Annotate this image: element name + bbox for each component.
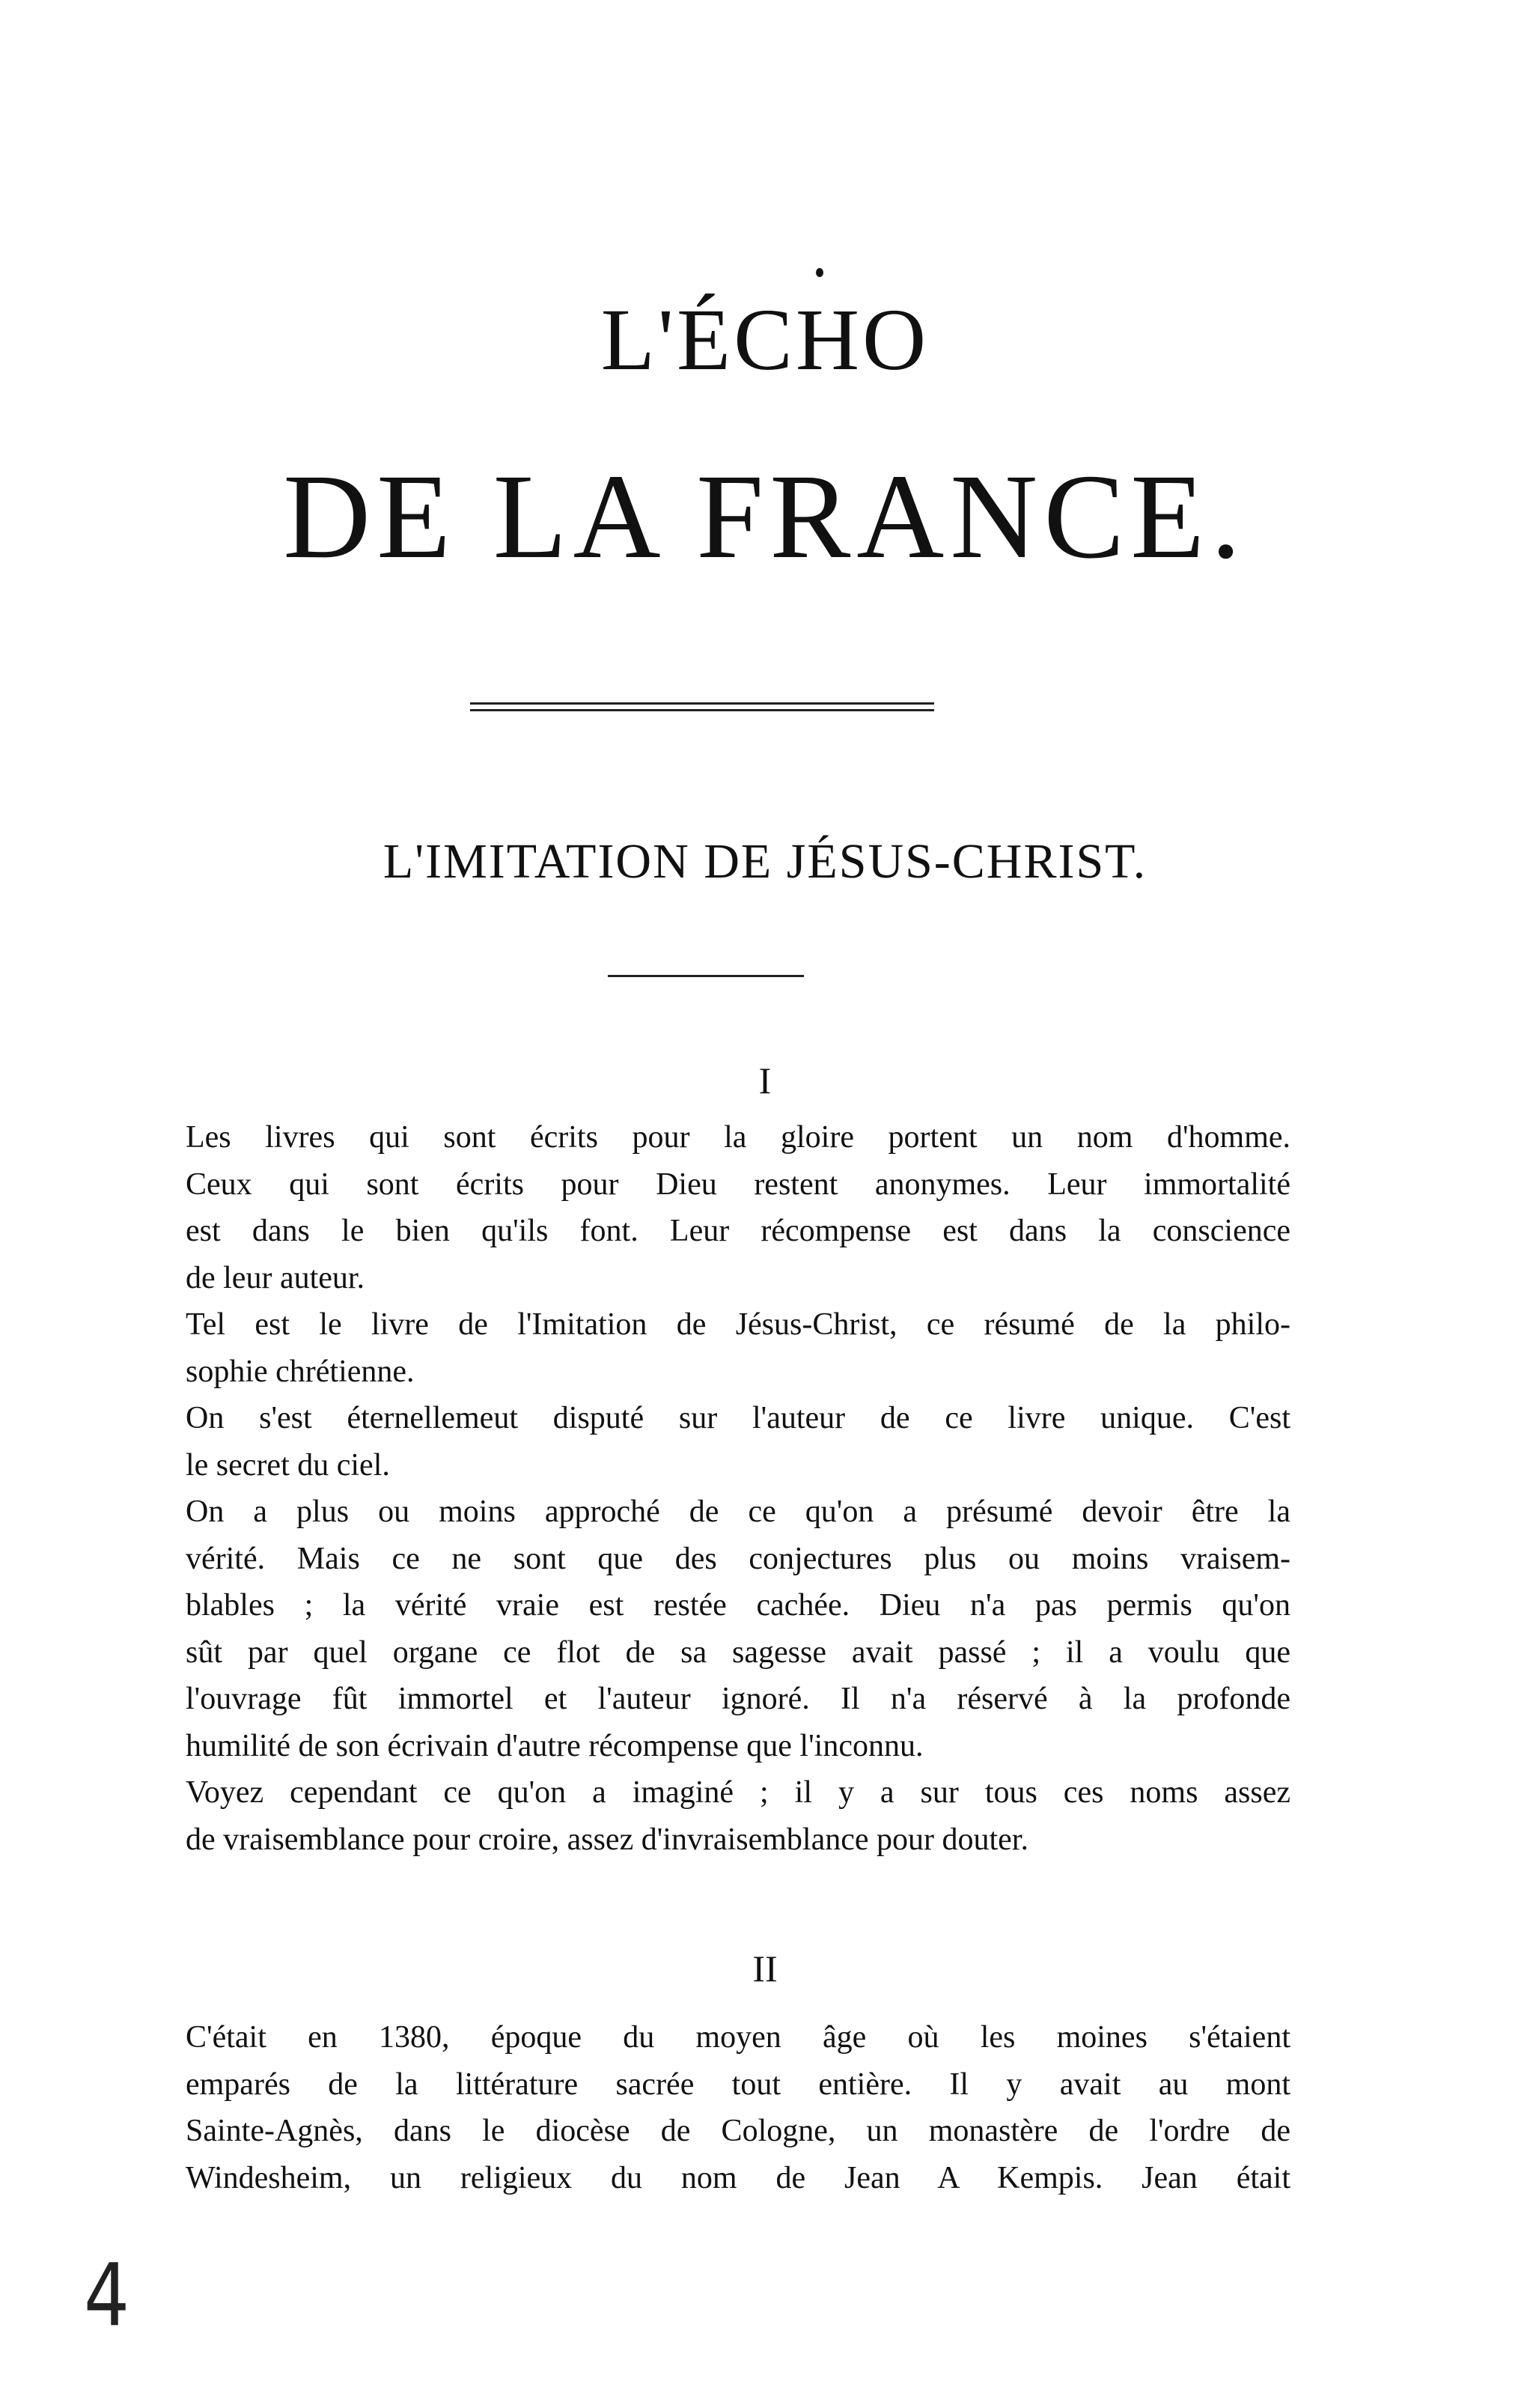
text-line: On a plus ou moins approché de ce qu'on a présumé devoir être la xyxy=(186,1495,1290,1529)
text-line: Sainte-Agnès, dans le diocèse de Cologne, un monastère de l'ordre de xyxy=(186,2114,1290,2148)
text-line: sophie chrétienne. xyxy=(186,1354,415,1389)
text-line: On s'est éternellemeut disputé sur l'auteur de ce livre unique. C'est xyxy=(186,1401,1290,1435)
ink-dot xyxy=(816,268,823,277)
text-line: de leur auteur. xyxy=(186,1260,365,1295)
text-line: vérité. Mais ce ne sont que des conjectures plus ou moins vraisem- xyxy=(186,1541,1290,1576)
text-line: est dans le bien qu'ils font. Leur récompense est dans la conscience xyxy=(186,1214,1290,1248)
text-line: Tel est le livre de l'Imitation de Jésus-Christ, ce résumé de la philo- xyxy=(186,1307,1290,1342)
text-line: humilité de son écrivain d'autre récompense que l'inconnu. xyxy=(186,1728,924,1763)
chapter-heading: L'IMITATION DE JÉSUS-CHRIST. xyxy=(382,834,1148,889)
text-line: Ceux qui sont écrits pour Dieu restent anonymes. Leur immortalité xyxy=(186,1167,1290,1202)
page-title-line-1: L'ÉCHO xyxy=(600,291,930,389)
text-line: de vraisemblance pour croire, assez d'invraisemblance pour douter. xyxy=(186,1822,1028,1857)
section-numeral-2: II xyxy=(752,1948,778,1989)
section-numeral-1: I xyxy=(758,1059,772,1101)
page-title-line-2: DE LA FRANCE. xyxy=(283,450,1247,584)
double-rule-divider xyxy=(470,702,934,716)
text-line: l'ouvrage fût immortel et l'auteur ignoré. Il n'a réservé à la profonde xyxy=(186,1682,1290,1716)
text-line: le secret du ciel. xyxy=(186,1447,390,1483)
short-rule-divider xyxy=(608,975,804,977)
section-1-body xyxy=(186,1114,1290,1863)
text-line: C'était en 1380, époque du moyen âge où les moines s'étaient xyxy=(186,2020,1290,2055)
text-line: Les livres qui sont écrits pour la gloire portent un nom d'homme. xyxy=(186,1120,1290,1155)
text-line: sût par quel organe ce flot de sa sagesse avait passé ; il a voulu que xyxy=(186,1635,1290,1670)
text-line: Windesheim, un religieux du nom de Jean A Kempis. Jean était xyxy=(186,2160,1290,2195)
handwritten-page-mark: 4 xyxy=(84,2245,130,2347)
section-2-body xyxy=(186,2014,1290,2201)
text-line: Voyez cependant ce qu'on a imaginé ; il y a sur tous ces noms assez xyxy=(186,1775,1290,1810)
text-line: emparés de la littérature sacrée tout entière. Il y avait au mont xyxy=(186,2067,1290,2102)
text-line: blables ; la vérité vraie est restée cachée. Dieu n'a pas permis qu'on xyxy=(186,1588,1290,1623)
